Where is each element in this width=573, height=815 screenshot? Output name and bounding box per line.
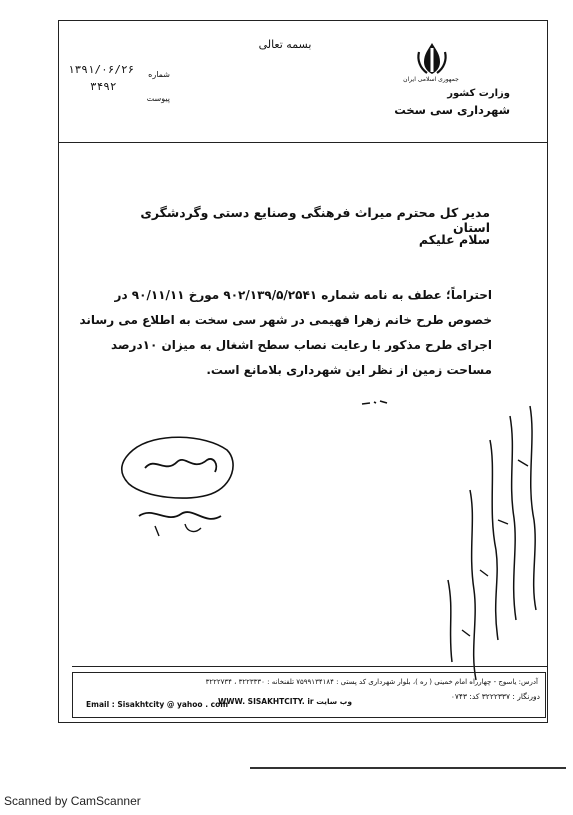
number-label: شماره bbox=[148, 70, 170, 79]
attachment-label: پیوست bbox=[146, 94, 170, 103]
body-line-3: اجرای طرح مذکور با رعایت نصاب سطح اشغال به میزان ۱۰درصد bbox=[111, 338, 492, 352]
footer-fax: دورنگار : ۳۲۲۲۳۳۷ کد: ۰۷۴۳ bbox=[450, 692, 540, 701]
attachment-value: ۳۴۹۲ bbox=[90, 80, 117, 93]
footer-website: وب سایت WWW. SISAKHTCITY. ir bbox=[218, 697, 352, 706]
bismillah: بسمه تعالی bbox=[258, 38, 312, 51]
footer-address: آدرس: یاسوج - چهارراه امام خمینی ( ره )، بلوار شهرداری کد پستی : ۷۵۹۹۱۳۴۱۸۴ تلفنخانه : ۳۲۲۳۳۳۰ ، ۳۲۲۲۷۳۴ bbox=[205, 678, 538, 686]
body-line-2: خصوص طرح خانم زهرا فهیمی در شهر سی سخت به اطلاع می رساند bbox=[79, 313, 492, 327]
letter-greeting: سلام علیکم bbox=[418, 232, 490, 247]
scanner-watermark: Scanned by CamScanner bbox=[4, 794, 141, 808]
scan-edge bbox=[250, 767, 566, 769]
emblem-caption: جمهوری اسلامی ایران bbox=[403, 76, 459, 83]
footer-divider bbox=[72, 666, 548, 667]
body-line-4: مساحت زمین از نظر این شهرداری بلامانع است. bbox=[206, 363, 492, 377]
header-divider bbox=[58, 142, 548, 143]
pen-mark bbox=[360, 398, 390, 408]
signature-stamp bbox=[115, 428, 245, 540]
number-value: ۱۳۹۱/۰۶/۲۶ bbox=[68, 63, 135, 76]
footer-email: Email : Sisakhtcity @ yahoo . com bbox=[86, 700, 229, 709]
municipality-name: شهرداری سی سخت bbox=[394, 103, 510, 117]
handwritten-margin-note bbox=[418, 400, 558, 690]
body-line-1: احتراماً؛ عطف به نامه شماره ۹۰۲/۱۳۹/۵/۲۵۴۱ مورخ ۹۰/۱۱/۱۱ در bbox=[114, 288, 492, 302]
letter-recipient: مدیر کل محترم میراث فرهنگی وصنایع دستی وگردشگری استان bbox=[140, 205, 490, 235]
iran-emblem-icon bbox=[412, 40, 452, 78]
ministry-name: وزارت کشور bbox=[447, 88, 510, 99]
